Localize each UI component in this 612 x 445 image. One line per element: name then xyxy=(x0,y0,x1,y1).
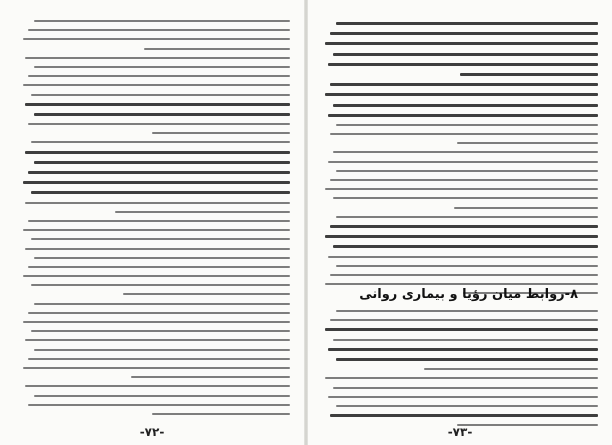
text-line xyxy=(328,396,598,398)
text-line xyxy=(23,181,290,184)
text-line xyxy=(328,161,598,163)
text-line xyxy=(28,358,290,360)
text-line xyxy=(336,310,598,312)
text-line xyxy=(333,339,598,341)
text-line xyxy=(336,265,598,267)
text-line xyxy=(325,42,598,45)
text-line xyxy=(31,94,290,96)
text-line xyxy=(34,20,291,22)
text-line xyxy=(325,93,598,96)
left-body-text xyxy=(20,20,290,422)
text-line xyxy=(333,387,598,389)
text-line xyxy=(333,53,598,56)
text-line xyxy=(25,385,290,387)
text-line xyxy=(336,216,598,218)
text-line xyxy=(325,377,598,379)
text-line xyxy=(336,124,598,126)
text-line xyxy=(144,48,290,50)
text-line xyxy=(328,348,598,351)
text-line xyxy=(336,358,598,361)
text-line xyxy=(328,114,598,117)
text-line xyxy=(25,57,290,59)
right-body-text-top xyxy=(322,22,598,301)
text-line xyxy=(28,266,290,268)
text-line xyxy=(325,188,598,190)
text-line xyxy=(28,220,290,222)
text-line xyxy=(28,171,290,174)
text-line xyxy=(325,235,598,238)
text-line xyxy=(34,349,291,351)
text-line xyxy=(28,75,290,77)
text-line xyxy=(336,170,598,172)
text-line xyxy=(115,211,291,213)
text-line xyxy=(336,405,598,407)
text-line xyxy=(330,133,598,135)
section-heading: ٨-روابط میان رؤیا و بیماری روانی xyxy=(359,287,578,302)
text-line xyxy=(424,368,598,370)
text-line xyxy=(25,248,290,250)
text-line xyxy=(330,414,598,417)
text-line xyxy=(330,83,598,86)
text-line xyxy=(333,104,598,107)
text-line xyxy=(31,141,290,143)
text-line xyxy=(23,229,290,231)
right-page-number: -٧٣- xyxy=(447,425,473,439)
text-line xyxy=(23,367,290,369)
text-line xyxy=(28,123,290,125)
right-page xyxy=(308,0,612,445)
text-line xyxy=(23,321,290,323)
text-line xyxy=(23,38,290,40)
text-line xyxy=(336,22,598,25)
text-line xyxy=(330,179,598,181)
text-line xyxy=(25,151,290,154)
text-line xyxy=(457,142,598,144)
text-line xyxy=(152,132,290,134)
text-line xyxy=(328,63,598,66)
text-line xyxy=(31,238,290,240)
text-line xyxy=(34,113,291,116)
text-line xyxy=(28,404,290,406)
text-line xyxy=(460,73,598,76)
text-line xyxy=(25,103,290,106)
text-line xyxy=(23,275,290,277)
text-line xyxy=(328,256,598,258)
text-line xyxy=(31,191,290,194)
text-line xyxy=(123,293,290,295)
text-line xyxy=(330,32,598,35)
text-line xyxy=(34,161,291,164)
text-line xyxy=(28,29,290,31)
text-line xyxy=(34,395,291,397)
text-line xyxy=(454,207,598,209)
text-line xyxy=(23,84,290,86)
text-line xyxy=(25,202,290,204)
text-line xyxy=(325,283,598,285)
text-line xyxy=(333,151,598,153)
text-line xyxy=(330,274,598,276)
left-page-number: -٧٢- xyxy=(139,425,165,439)
text-line xyxy=(34,257,291,259)
text-line xyxy=(131,376,290,378)
text-line xyxy=(333,197,598,199)
left-page xyxy=(0,0,304,445)
text-line xyxy=(333,245,598,248)
right-body-text-bottom xyxy=(322,310,598,433)
text-line xyxy=(330,319,598,321)
text-line xyxy=(31,330,290,332)
text-line xyxy=(330,225,598,228)
text-line xyxy=(325,328,598,331)
text-line xyxy=(28,312,290,314)
text-line xyxy=(34,303,291,305)
text-line xyxy=(34,66,291,68)
text-line xyxy=(25,339,290,341)
text-line xyxy=(152,413,290,415)
text-line xyxy=(31,284,290,286)
